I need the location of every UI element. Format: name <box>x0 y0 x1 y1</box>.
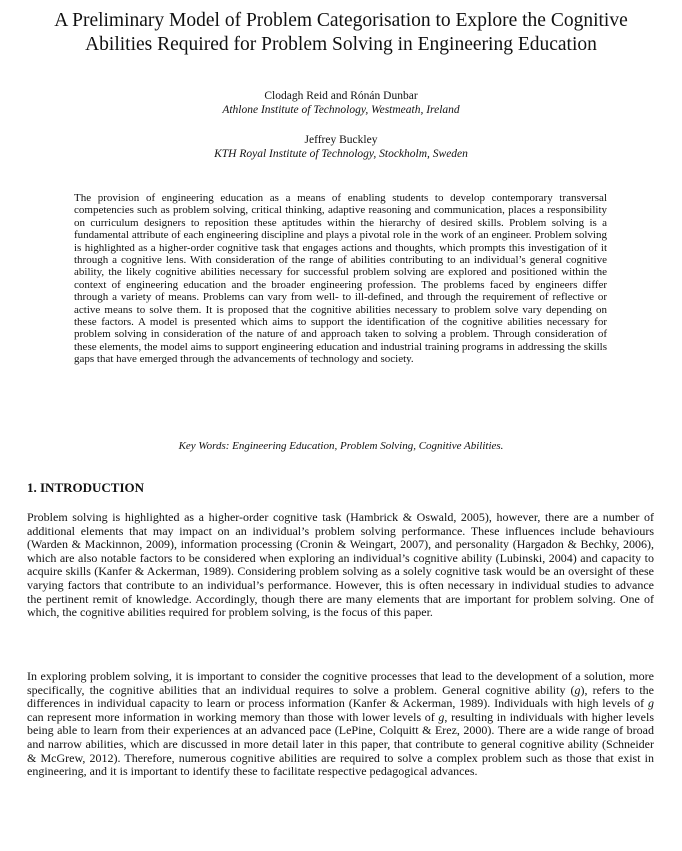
g-symbol: g <box>574 682 581 697</box>
keywords: Key Words: Engineering Education, Problem Solving, Cognitive Abilities. <box>178 440 504 452</box>
paragraph-text: ), refers to the differences in individual capacity to learn or process information (Kanfer & Ackerman, 1989). Individuals with high levels of <box>27 682 654 711</box>
abstract: The provision of engineering education as a means of enabling students to develop contemporary transversal competencies such as problem solving, critical thinking, adaptive reasoning and communication, places a responsibility on curriculum designers to reposition these aptitudes within the hierarchy of desired skills. Problem solving is a fundamental attribute of each engineering discipline and plays a pivotal role in the work of an engineer. Problem solving is highlighted as a higher-order cognitive task that engages actions and thoughts, which prompts this investigation of it through a cognitive lens. With consideration of the range of abilities contributing to an individual’s general cognitive ability, the likely cognitive abilities necessary for successful problem solving are explored and positioned within the context of engineering education and the broader engineering profession. The problems faced by engineers differ through a variety of means. Problems can vary from well- to ill-defined, and through the requirement of reflective or active means to solve them. It is proposed that the cognitive abilities necessary to problem solve vary depending on these factors. A model is presented which aims to support the identification of the cognitive abilities necessary for problem solving in consideration of the nature of and approach taken to solving a problem. Through consideration of these elements, the model aims to support engineering education and industrial training programs in addressing the skills gaps that have emerged through the advancements of technology and society. <box>74 192 607 366</box>
author-names: Jeffrey Buckley <box>304 134 378 146</box>
paragraph-text: can represent more information in working memory than those with lower levels of <box>27 709 439 724</box>
intro-paragraph-2 <box>27 670 654 779</box>
g-symbol: g <box>648 696 654 711</box>
author-block-2 <box>0 133 682 161</box>
author-affiliation: KTH Royal Institute of Technology, Stockholm, Sweden <box>214 148 468 160</box>
paragraph-text: Problem solving is highlighted as a higher-order cognitive task (Hambrick & Oswald, 2005), however, there are a number of additional elements that may impact on an individual’s problem solving performance. These influences include behaviours (Warden & Mackinnon, 2009), information processing (Cronin & Weingart, 2007), and personality (Hargadon & Bechky, 2006), which are also notable factors to be considered when exploring an individual’s cognitive ability (Lubinski, 2004) and capacity to acquire skills (Kanfer & Ackerman, 1989). Considering problem solving as a solely cognitive task would be an oversight of these varying factors that contribute to an individual’s performance. However, this is often necessary in individual studies to advance the pertinent remit of knowledge. Accordingly, though there are many elements that are important for problem solving. One of which, the cognitive abilities required for problem solving, is the focus of this paper. <box>27 510 654 620</box>
paragraph-text: In exploring problem solving, it is important to consider the cognitive processes that lead to the development of a solution, more specifically, the cognitive abilities that an individual requires to solve a problem. General cognitive ability ( <box>27 669 654 697</box>
author-affiliation: Athlone Institute of Technology, Westmeath, Ireland <box>222 104 460 116</box>
author-names: Clodagh Reid and Rónán Dunbar <box>264 90 418 102</box>
section-heading: 1. INTRODUCTION <box>27 480 145 495</box>
paper-title: A Preliminary Model of Problem Categorisation to Explore the Cognitive Abilities Required for Problem Solving in Engineering Education <box>54 10 628 55</box>
intro-paragraph-1 <box>27 511 654 620</box>
paragraph-text: , resulting in individuals with higher levels being able to learn from their experiences at an advanced pace (LePine, Colquitt & Erez, 2000). There are a wide range of broad and narrow abilities, which are discussed in more detail later in this paper, that contribute to general cognitive ability (Schneider & McGrew, 2012). Therefore, numerous cognitive abilities are required to solve a complex problem such as those that exist in engineering, and it is important to identify these to facilitate respective pedagogical advances. <box>27 709 654 779</box>
g-symbol: g <box>438 709 445 724</box>
author-block-1 <box>0 89 682 117</box>
